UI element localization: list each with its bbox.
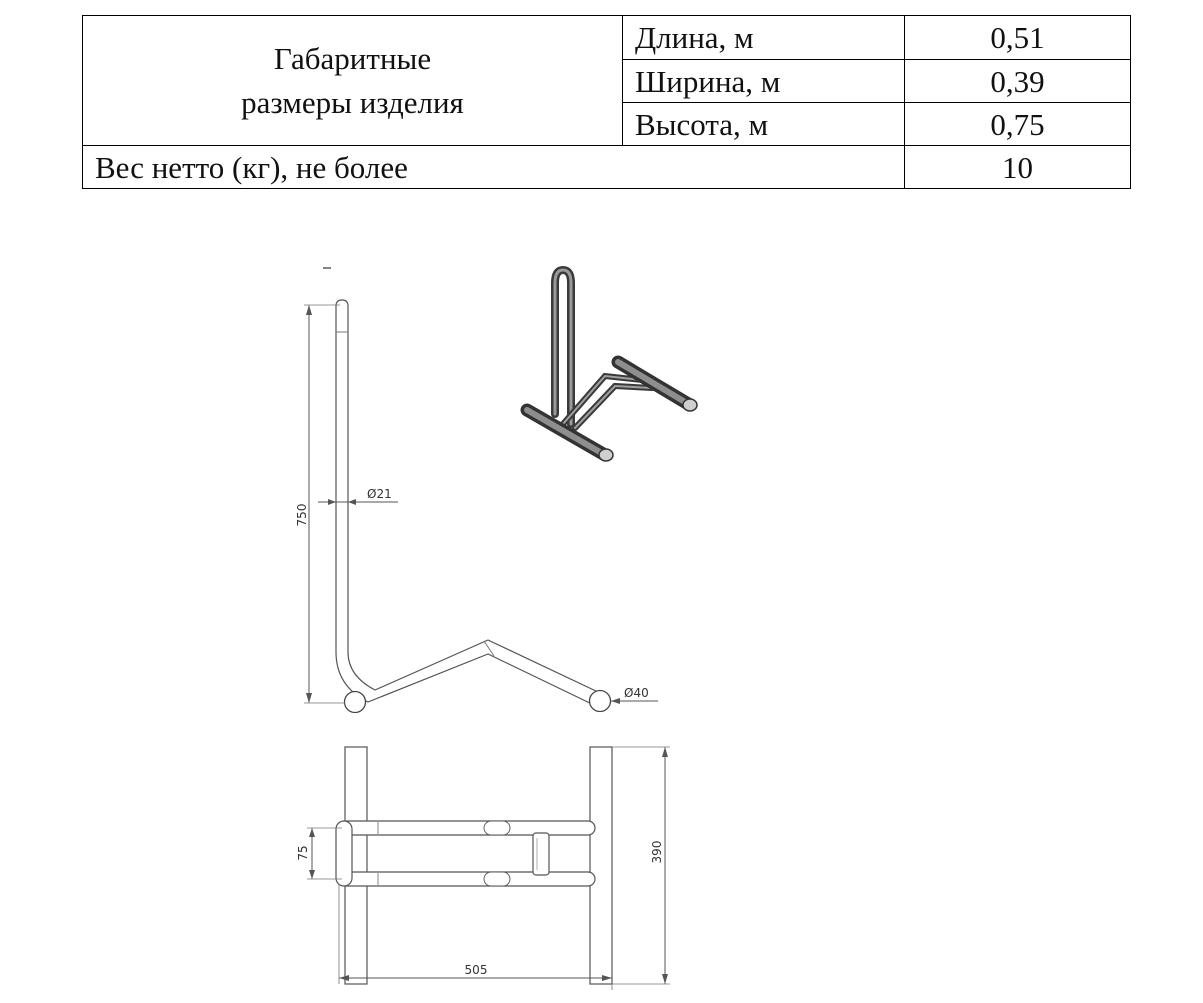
tube-large-dia-label: Ø40 [624, 686, 649, 700]
height-dim-label: 750 [295, 503, 309, 527]
row-label-height: Высота, м [623, 103, 905, 146]
weight-value: 10 [905, 146, 1131, 189]
length-dim-label: 505 [464, 963, 488, 977]
side-view [295, 268, 658, 713]
top-view [336, 747, 612, 984]
row-label-length: Длина, м [623, 16, 905, 60]
spacing-dim-label: 75 [296, 845, 310, 861]
row-value-width: 0,39 [905, 60, 1131, 103]
tube-small-dia-label: Ø21 [367, 487, 392, 501]
width-dim-label: 390 [650, 840, 664, 864]
isometric-view [527, 270, 697, 461]
row-value-height: 0,75 [905, 103, 1131, 146]
weight-label: Вес нетто (кг), не более [83, 146, 905, 189]
dimensions-header-line1: Габаритные [273, 41, 432, 77]
row-value-length: 0,51 [905, 16, 1131, 60]
row-label-width: Ширина, м [623, 60, 905, 103]
dimensions-header-line2: размеры изделия [241, 84, 464, 120]
